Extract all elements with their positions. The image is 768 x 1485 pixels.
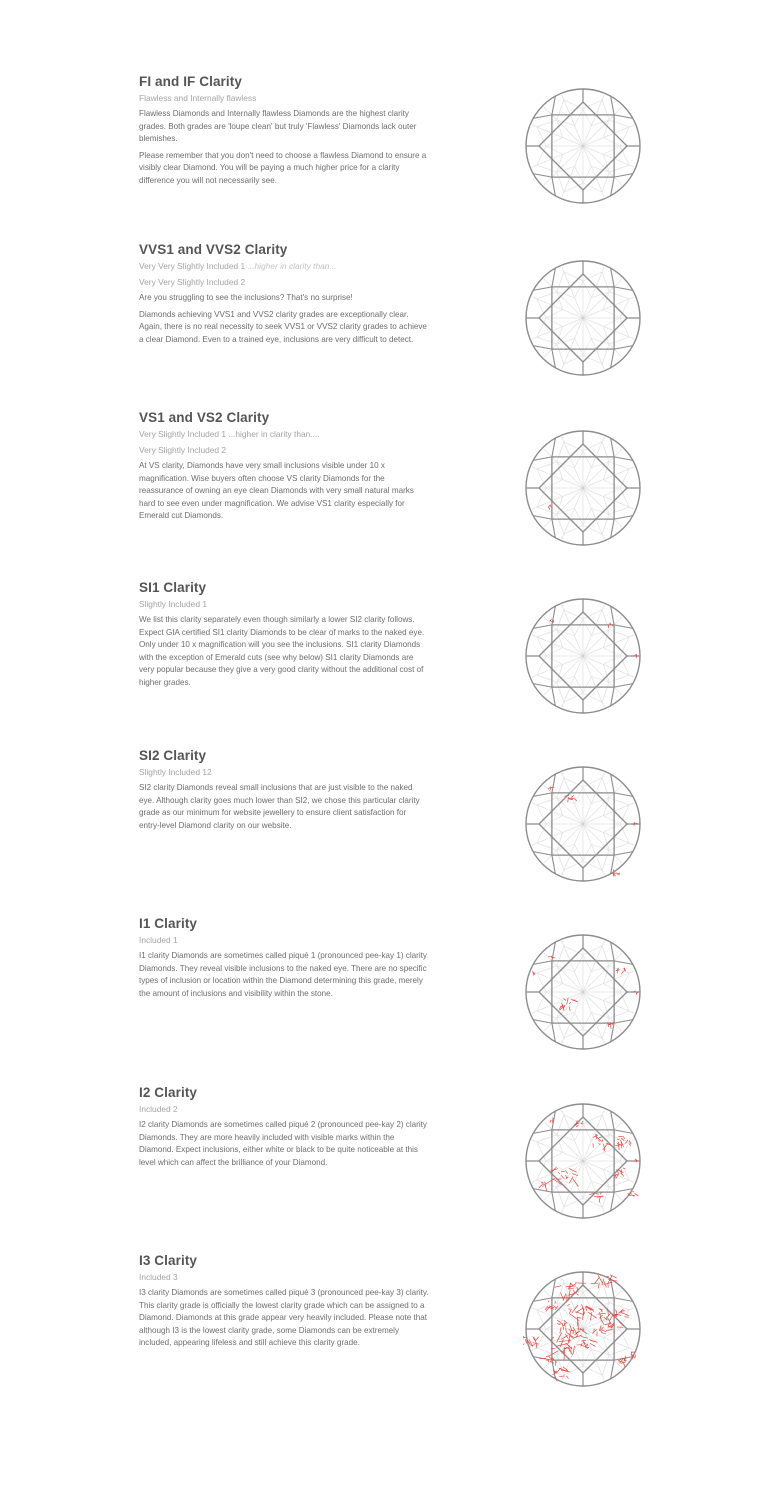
section-title: I2 Clarity [139, 1085, 198, 1100]
diamond-diagram-svg [523, 1269, 643, 1389]
diamond-diagram-svg [523, 258, 643, 378]
diamond-clarity-vs-icon [523, 428, 643, 548]
section-title: SI2 Clarity [139, 748, 207, 763]
section-title: I1 Clarity [139, 916, 198, 931]
section-subtitle: Very Very Slightly Included 2 [139, 277, 246, 287]
section-subtitle: Included 2 [139, 1104, 178, 1114]
section-subtitle: Included 3 [139, 1272, 178, 1282]
section-subtitle: Flawless and Internally flawless [139, 93, 257, 103]
diamond-clarity-fl-if-icon [523, 86, 643, 206]
diamond-diagram-svg [523, 932, 643, 1052]
diamond-clarity-vvs-icon [523, 258, 643, 378]
section-text [139, 74, 429, 192]
section-paragraph: I3 clarity Diamonds are sometimes called piqué 3 (pronounced pee-kay 3) clarity. This clarity grade is officially the lowest clarity grade which can be assigned to a Diamond. Diamonds at this grade appear very heavily included. Please note that although I3 is the lowest clarity grade, some Diamonds can be extremely included, appearing lifeless and still achieve this clarity grade. [139, 1288, 429, 1348]
diamond-diagram-svg [523, 764, 643, 884]
diamond-diagram-svg [523, 86, 643, 206]
section-subtitle: Included 1 [139, 935, 178, 945]
diamond-clarity-si1-icon [523, 596, 643, 716]
section-text [139, 1085, 429, 1173]
section-subtitle: Slightly Included 12 [139, 767, 212, 777]
diamond-clarity-i2-icon [523, 1101, 643, 1221]
section-text [139, 748, 429, 836]
section-paragraph: At VS clarity, Diamonds have very small inclusions visible under 10 x magnification. Wise buyers often choose VS clarity Diamonds for the reassurance of owning an eye clean Diamonds with very small natural marks hard to see even under magnification. We advise VS1 clarity especially for Emerald cut Diamonds. [139, 461, 414, 521]
diamond-diagram-svg [523, 428, 643, 548]
diamond-clarity-si2-icon [523, 764, 643, 884]
diamond-diagram-svg [523, 1101, 643, 1221]
section-text [139, 1253, 429, 1354]
clarity-section-i1 [0, 916, 768, 1084]
section-title: I3 Clarity [139, 1253, 198, 1268]
section-paragraph: Please remember that you don't need to choose a flawless Diamond to ensure a visibly clear Diamond. You will be paying a much higher price for a clarity difference you will not necessarily see. [139, 150, 427, 185]
section-paragraph: We list this clarity separately even though similarly a lower SI2 clarity follows. Expect GIA certified SI1 clarity Diamonds to be clear of marks to the naked eye. Only under 10 x magnification will you see the inclusions. SI1 clarity Diamonds with the exception of Emerald cuts (see why below) SI1 clarity Diamonds are very popular because they give a very good clarity without the additional cost of higher grades. [139, 615, 425, 687]
section-title: VVS1 and VVS2 Clarity [139, 242, 288, 257]
section-subtitle: Very Slightly Included 1 ...higher in clarity than.... [139, 429, 320, 439]
clarity-section-vvs [0, 242, 768, 410]
diamond-clarity-i1-icon [523, 932, 643, 1052]
clarity-section-i2 [0, 1085, 768, 1253]
section-text [139, 410, 429, 527]
section-paragraph: SI2 clarity Diamonds reveal small inclusions that are just visible to the naked eye. Although clarity goes much lower than SI2, we chose this particular clarity grade as our minimum for website jewellery to ensure client satisfaction for entry-level Diamond clarity on our website. [139, 783, 420, 830]
diamond-clarity-i3-icon [523, 1269, 643, 1389]
section-paragraph: Diamonds achieving VVS1 and VVS2 clarity grades are exceptionally clear. Again, there is no real necessity to seek VVS1 or VVS2 clarity grades to achieve a clear Diamond. Even to a trained eye, inclusions are very difficult to detect. [139, 309, 427, 344]
section-title: SI1 Clarity [139, 580, 207, 595]
section-subtitle [139, 260, 429, 272]
clarity-section-fl-if [0, 74, 768, 242]
section-subtitle: Very Slightly Included 2 [139, 445, 227, 455]
clarity-section-i3 [0, 1253, 768, 1421]
section-text [139, 916, 429, 1004]
section-paragraph: Flawless Diamonds and Internally flawless Diamonds are the highest clarity grades. Both grades are 'loupe clean' but truly 'Flawless' Diamonds lack outer blemishes. [139, 109, 417, 144]
section-text [139, 580, 429, 694]
clarity-section-si2 [0, 748, 768, 916]
section-paragraph: I2 clarity Diamonds are sometimes called piqué 2 (pronounced pee-kay 2) clarity Diamonds. They are more heavily included with visible marks within the Diamond. Expect inclusions, either white or black to be quite noticeable at this level which can affect the brilliance of your Diamond. [139, 1120, 427, 1167]
section-paragraph: Are you struggling to see the inclusions? That's no surprise! [139, 293, 353, 302]
clarity-section-vs [0, 410, 768, 578]
section-title: FI and IF Clarity [139, 74, 242, 89]
subtitle-text: Very Very Slightly Included 1 [139, 261, 246, 271]
section-text [139, 242, 429, 350]
section-subtitle: Slightly Included 1 [139, 599, 207, 609]
section-title: VS1 and VS2 Clarity [139, 410, 270, 425]
subtitle-aside: ...higher in clarity than... [247, 261, 337, 271]
clarity-section-si1 [0, 580, 768, 748]
diamond-diagram-svg [523, 596, 643, 716]
section-paragraph: I1 clarity Diamonds are sometimes called piqué 1 (pronounced pee-kay 1) clarity Diamonds. They reveal visible inclusions to the naked eye. There are no specific types of inclusion or location within the Diamond determining this grade, merely the amount of inclusions and visibility within the stone. [139, 951, 427, 998]
